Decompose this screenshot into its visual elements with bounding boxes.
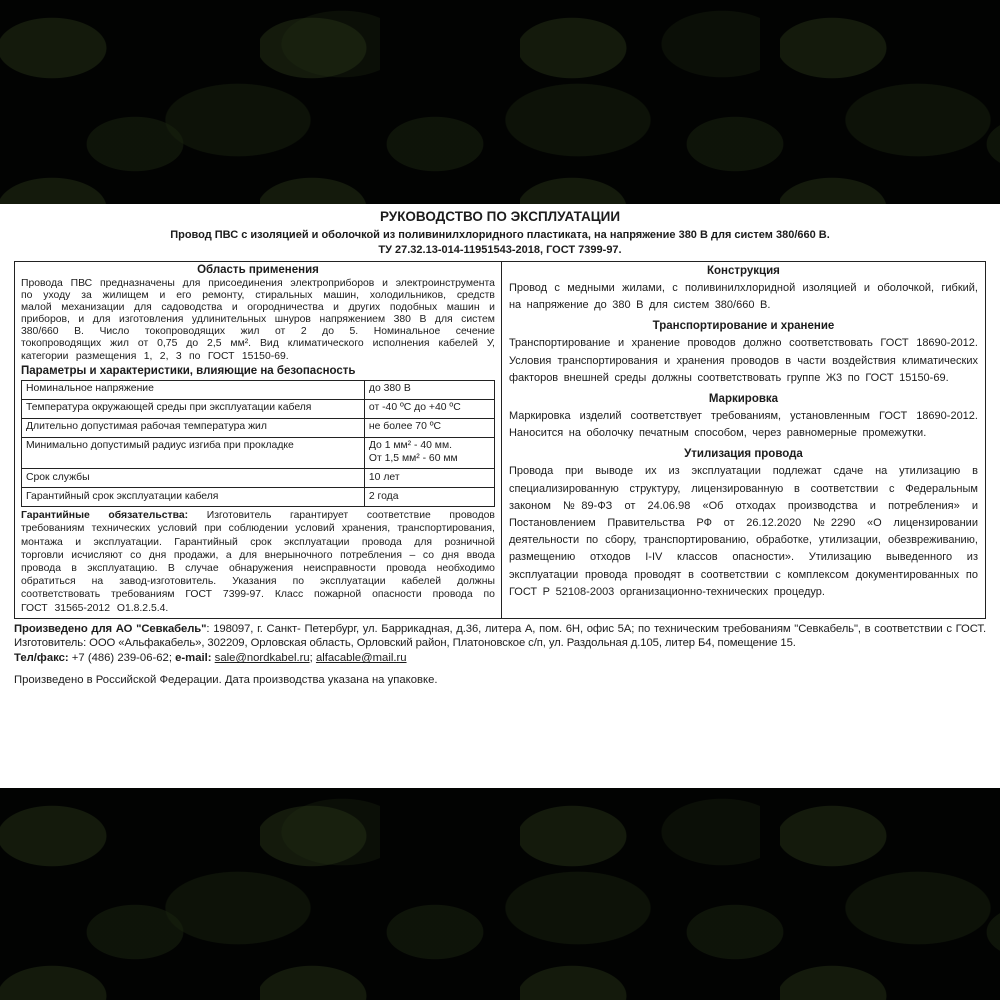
application-text: Провода ПВС предназначены для присоединения электроприборов и электроинструмента по уходу за жилищем и его ремонту, стиральных машин, холодильников, средств малой механизации для садоводства и огородничества и других подобных машин и приборов, и для изготовления удлинительных шнуров напряжением 380 В для систем 380/660 В. Число токопроводящих жил от 2 до 5. Номинальное сечение токопроводящих жил от 0,75 до 2,5 мм². Вид климатического исполнения кабелей У, категории размещения 1, 2, 3 по ГОСТ 15150-69. [21, 278, 495, 362]
parameters-table [21, 380, 495, 508]
email-label: e-mail: [175, 652, 212, 665]
email-link-2[interactable]: alfacable@mail.ru [315, 652, 407, 665]
disposal-text: Провода при выводе их из эксплуатации подлежат сдаче на утилизацию в специализированную структуру, лицензированную в соответствии с Федеральным законом №89-ФЗ от 24.06.98 «Об отходах производства и потребления» и Постановлением Правительства РФ от 26.12.2020 №2290 «О лицензировании деятельности по сбору, транспортированию, обработке, утилизации, обезвреживанию, размещению отходов I-IV классов опасности». Утилизацию выведенного из эксплуатации провода проводят в соответствии с комплексом документированных по ГОСТ Р 52108-2003 организационно-технических процедур. [508, 465, 978, 598]
parameter-name-cell: Срок службы [22, 469, 365, 488]
table-row [22, 437, 495, 469]
section-heading-transport: Транспортирование и хранение [652, 320, 835, 333]
manual-document [0, 204, 1000, 788]
section-heading-marking: Маркировка [708, 393, 779, 406]
left-column [15, 262, 502, 618]
phone-number: +7 (486) 239-06-62; [71, 652, 172, 665]
parameter-name-cell: Гарантийный срок эксплуатации кабеля [22, 488, 365, 507]
marking-text: Маркировка изделий соответствует требованиям, установленным ГОСТ 18690-2012. Наносится на оболочку печатным способом, через равномерные промежутки. [508, 410, 978, 440]
parameter-name-cell: Длительно допустимая рабочая температура жил [22, 418, 365, 437]
email-link-1[interactable]: sale@nordkabel.ru [214, 652, 310, 665]
table-row [22, 418, 495, 437]
table-row [22, 380, 495, 399]
footer [14, 623, 986, 688]
table-row [22, 469, 495, 488]
manufacturer-info [14, 623, 986, 651]
parameter-value-cell: 10 лет [364, 469, 494, 488]
parameter-name-cell: Температура окружающей среды при эксплуатации кабеля [22, 399, 365, 418]
warranty-text [21, 509, 495, 615]
parameters-table-body [22, 380, 495, 507]
document-subtitle: Провод ПВС с изоляцией и оболочкой из поливинилхлоридного пластиката, на напряжение 380 В для систем 380/660 В. [170, 229, 830, 241]
warranty-label: Гарантийные обязательства: [21, 510, 189, 522]
parameter-value-cell: не более 70 ºС [364, 418, 494, 437]
manufacturer-details: : 198097, г. Санкт- Петербург, ул. Баррикадная, д.36, литера А, пом. 6Н, офис 5А; по техническим требованиям "Севкабель", в соответствии с ГОСТ. Изготовитель: ООО «Альфакабель», 302209, Орловская область, Орловский район, Платоновское с/п, ул. Раздольная д.105, литер Б4, помещение 15. [14, 622, 987, 649]
top-band-texture [0, 0, 1000, 204]
contact-line [14, 651, 986, 665]
section-heading-application: Область применения [197, 264, 319, 276]
construction-text: Провод с медными жилами, с поливинилхлоридной изоляцией и оболочкой, гибкий, на напряжение до 380 В для систем 380/660 В. [508, 282, 978, 312]
parameter-name-cell: Номинальное напряжение [22, 380, 365, 399]
section-heading-construction: Конструкция [707, 265, 780, 277]
phone-label: Тел/факс: [14, 652, 69, 665]
table-row [22, 488, 495, 507]
parameter-value-cell: 2 года [364, 488, 494, 507]
parameter-name-cell: Минимально допустимый радиус изгиба при прокладке [22, 437, 365, 469]
document-title: РУКОВОДСТВО ПО ЭКСПЛУАТАЦИИ [379, 209, 621, 224]
parameter-value-cell: До 1 мм² - 40 мм. От 1,5 мм² - 60 мм [364, 437, 494, 469]
warranty-body: Изготовитель гарантирует соответствие проводов требованиям технических условий при соблюдении условий хранения, транспортирования, монтажа и эксплуатации. Гарантийный срок эксплуатации провода для розничной торговли исчисляют со дня продажи, а для внерыночного потребления – со дня ввода провода в эксплуатацию. В случае обнаружения неисправности провода необходимо обратиться на завод-изготовитель. Указания по эксплуатации кабелей должны соответствовать требованиям ГОСТ 7399-97. Класс пожарной опасности провода по ГОСТ 31565-2012 О1.8.2.5.4. [21, 510, 495, 614]
table-row [22, 399, 495, 418]
email-separator: ; [309, 652, 313, 665]
transport-text: Транспортирование и хранение проводов должно соответствовать ГОСТ 18690-2012. Условия транспортирования и хранения проводов в части воздействия климатических факторов внешней среды должны соответствовать группе Ж3 по ГОСТ 15150-69. [508, 337, 978, 384]
section-heading-disposal: Утилизация провода [684, 448, 803, 461]
document-standard-line: ТУ 27.32.13-014-11951543-2018, ГОСТ 7399-97. [378, 244, 622, 256]
made-in-text: Произведено в Российской Федерации. Дата производства указана на упаковке. [14, 674, 438, 687]
bottom-band-texture [0, 788, 1000, 1000]
right-column [502, 262, 985, 618]
parameter-value-cell: от -40 ºС до +40 ºС [364, 399, 494, 418]
content-box [14, 261, 986, 619]
section-heading-parameters: Параметры и характеристики, влияющие на безопасность [21, 364, 356, 377]
manufacturer-label: Произведено для АО "Севкабель" [14, 622, 207, 635]
parameter-value-cell: до 380 В [364, 380, 494, 399]
